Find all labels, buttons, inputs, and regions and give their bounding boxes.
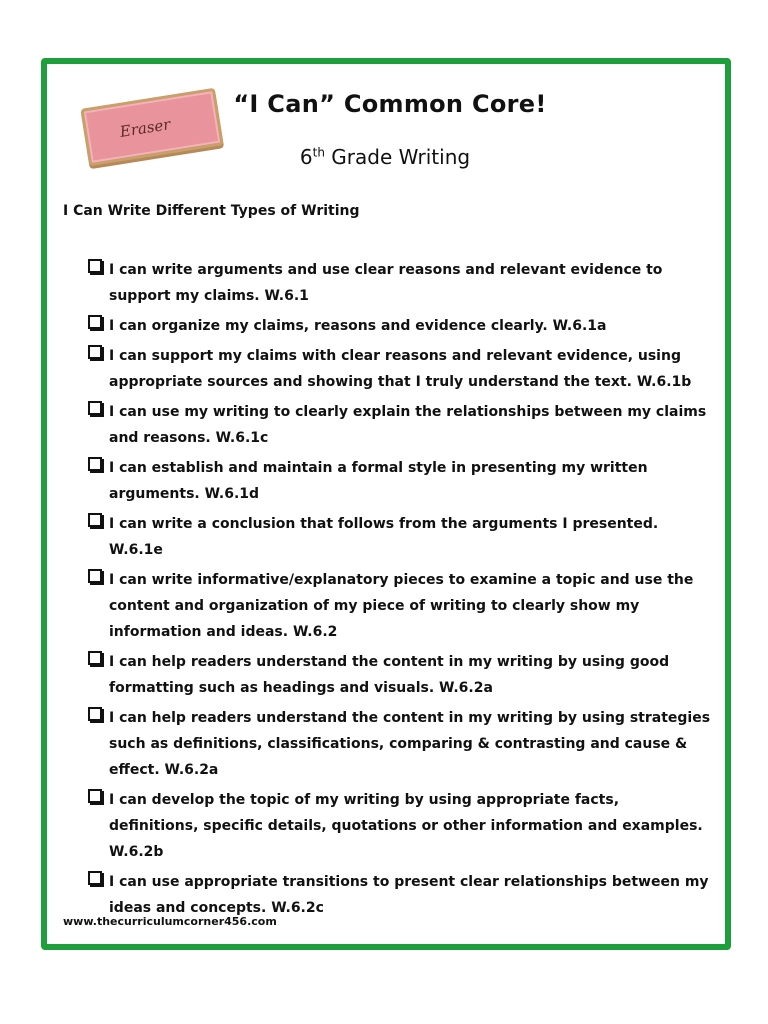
item-text: I can write a conclusion that follows from the arguments I presented. W.6.1e (109, 516, 659, 558)
checkbox-icon[interactable] (88, 707, 102, 721)
eraser-label: Eraser (118, 115, 172, 141)
section-heading: I Can Write Different Types of Writing (63, 203, 360, 219)
checkbox-icon[interactable] (88, 569, 102, 583)
checklist-item (86, 869, 711, 921)
item-text: I can write arguments and use clear reasons and relevant evidence to support my claims. W.6.1 (109, 262, 663, 304)
checklist-item (86, 343, 711, 395)
checklist-item (86, 567, 711, 645)
checkbox-icon[interactable] (88, 871, 102, 885)
item-text: I can support my claims with clear reasons and relevant evidence, using appropriate sources and showing that I truly understand the text. W.6.1b (109, 348, 692, 390)
page-subtitle (230, 145, 540, 169)
checklist-item (86, 399, 711, 451)
checklist-item (86, 787, 711, 865)
checkbox-icon[interactable] (88, 401, 102, 415)
subtitle-ordinal: th (312, 145, 325, 160)
checkbox-icon[interactable] (88, 345, 102, 359)
subtitle-grade-number: 6 (299, 145, 313, 169)
item-text: I can establish and maintain a formal style in presenting my written arguments. W.6.1d (109, 460, 648, 502)
checklist-item (86, 257, 711, 309)
checklist-item (86, 455, 711, 507)
checklist-item (86, 649, 711, 701)
item-text: I can use my writing to clearly explain the relationships between my claims and reasons. W.6.1c (109, 404, 707, 446)
checkbox-icon[interactable] (88, 789, 102, 803)
checklist-item (86, 511, 711, 563)
item-text: I can develop the topic of my writing by using appropriate facts, definitions, specific details, quotations or other information and examples. W.6.2b (109, 792, 703, 860)
checklist-item (86, 313, 711, 339)
footer-url: www.thecurriculumcorner456.com (63, 915, 277, 928)
checkbox-icon[interactable] (88, 457, 102, 471)
checkbox-icon[interactable] (88, 651, 102, 665)
checkbox-icon[interactable] (88, 513, 102, 527)
checkbox-icon[interactable] (88, 315, 102, 329)
item-text: I can write informative/explanatory pieces to examine a topic and use the content and organization of my piece of writing to clearly show my information and ideas. W.6.2 (109, 572, 694, 640)
checkbox-icon[interactable] (88, 259, 102, 273)
checklist-item (86, 705, 711, 783)
subtitle-text: Grade Writing (324, 145, 471, 169)
page-title: “I Can” Common Core! (233, 90, 547, 118)
item-text: I can use appropriate transitions to present clear relationships between my ideas and concepts. W.6.2c (109, 874, 709, 916)
item-text: I can organize my claims, reasons and evidence clearly. W.6.1a (109, 318, 607, 334)
item-text: I can help readers understand the content in my writing by using strategies such as definitions, classifications, comparing & contrasting and cause & effect. W.6.2a (109, 710, 711, 778)
item-text: I can help readers understand the content in my writing by using good formatting such as headings and visuals. W.6.2a (109, 654, 670, 696)
checklist (86, 257, 711, 925)
